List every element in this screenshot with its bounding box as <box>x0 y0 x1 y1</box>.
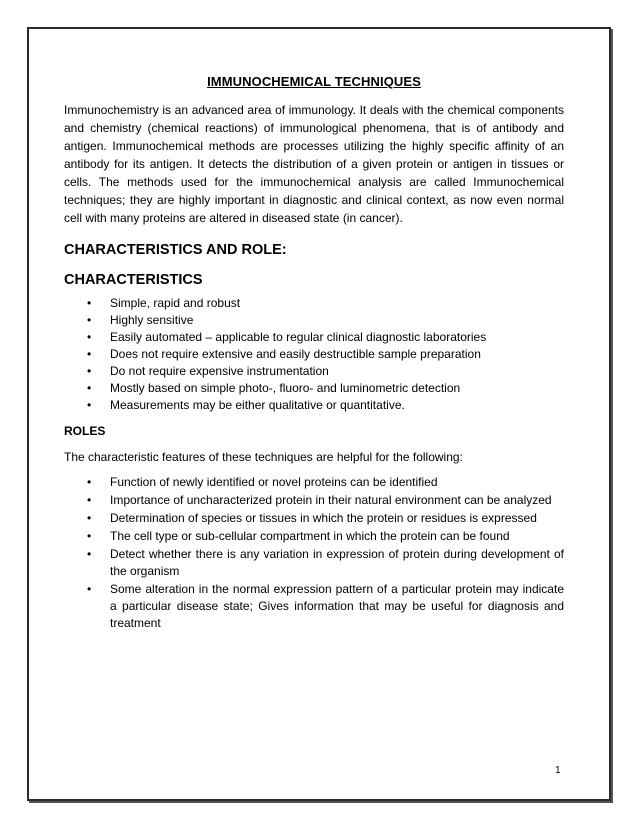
list-item: • Measurements may be either qualitative or quantitative. <box>87 398 405 412</box>
document-body <box>64 74 564 633</box>
bullet-icon: • <box>87 364 92 378</box>
bullet-icon: • <box>87 547 92 561</box>
list-item: • Highly sensitive <box>87 313 194 327</box>
list-item: • Simple, rapid and robust <box>87 296 241 310</box>
list-item: • Easily automated – applicable to regular clinical diagnostic laboratories <box>87 330 487 344</box>
roles-heading: ROLES <box>64 424 106 438</box>
characteristics-list <box>64 295 564 414</box>
bullet-icon: • <box>87 398 92 412</box>
list-item: • Some alteration in the normal expression pattern of a particular protein may indicate a particular disease state; Gives information that may be useful for diagnosis and treatment <box>87 582 564 630</box>
bullet-icon: • <box>87 582 92 596</box>
list-item: • Determination of species or tissues in which the protein or residues is expressed <box>87 511 537 525</box>
intro-paragraph: Immunochemistry is an advanced area of immunology. It deals with the chemical components and chemistry (chemical reactions) of immunological phenomena, that is of antibody and antigen. Immunochemical methods are processes utilizing the highly specific affinity of an antibody for its antigen. It detects the distribution of a given protein or antigen in tissues or cells. The methods used for the immunochemical analysis are called Immunochemical techniques; they are highly important in diagnostic and clinical context, as now even normal cell with many proteins are altered in diseased state (in cancer). <box>64 103 564 225</box>
bullet-icon: • <box>87 347 92 361</box>
list-item: • Mostly based on simple photo-, fluoro- and luminometric detection <box>87 381 461 395</box>
page-number: 1 <box>555 765 561 776</box>
roles-list <box>64 474 564 632</box>
roles-intro: The characteristic features of these techniques are helpful for the following: <box>64 450 463 464</box>
bullet-icon: • <box>87 493 92 507</box>
bullet-icon: • <box>87 313 92 327</box>
bullet-icon: • <box>87 296 92 310</box>
list-item: • Detect whether there is any variation in expression of protein during development of the organism <box>87 547 564 578</box>
document-title: IMMUNOCHEMICAL TECHNIQUES <box>207 74 421 89</box>
bullet-icon: • <box>87 330 92 344</box>
list-item: • Does not require extensive and easily destructible sample preparation <box>87 347 481 361</box>
list-item: • The cell type or sub-cellular compartment in which the protein can be found <box>87 529 510 543</box>
bullet-icon: • <box>87 381 92 395</box>
bullet-icon: • <box>87 511 92 525</box>
list-item: • Do not require expensive instrumentation <box>87 364 329 378</box>
bullet-icon: • <box>87 475 92 489</box>
bullet-icon: • <box>87 529 92 543</box>
list-item: • Function of newly identified or novel proteins can be identified <box>87 475 438 489</box>
characteristics-heading: CHARACTERISTICS <box>64 272 203 288</box>
section-heading: CHARACTERISTICS AND ROLE: <box>64 242 287 258</box>
list-item: • Importance of uncharacterized protein in their natural environment can be analyzed <box>87 493 552 507</box>
